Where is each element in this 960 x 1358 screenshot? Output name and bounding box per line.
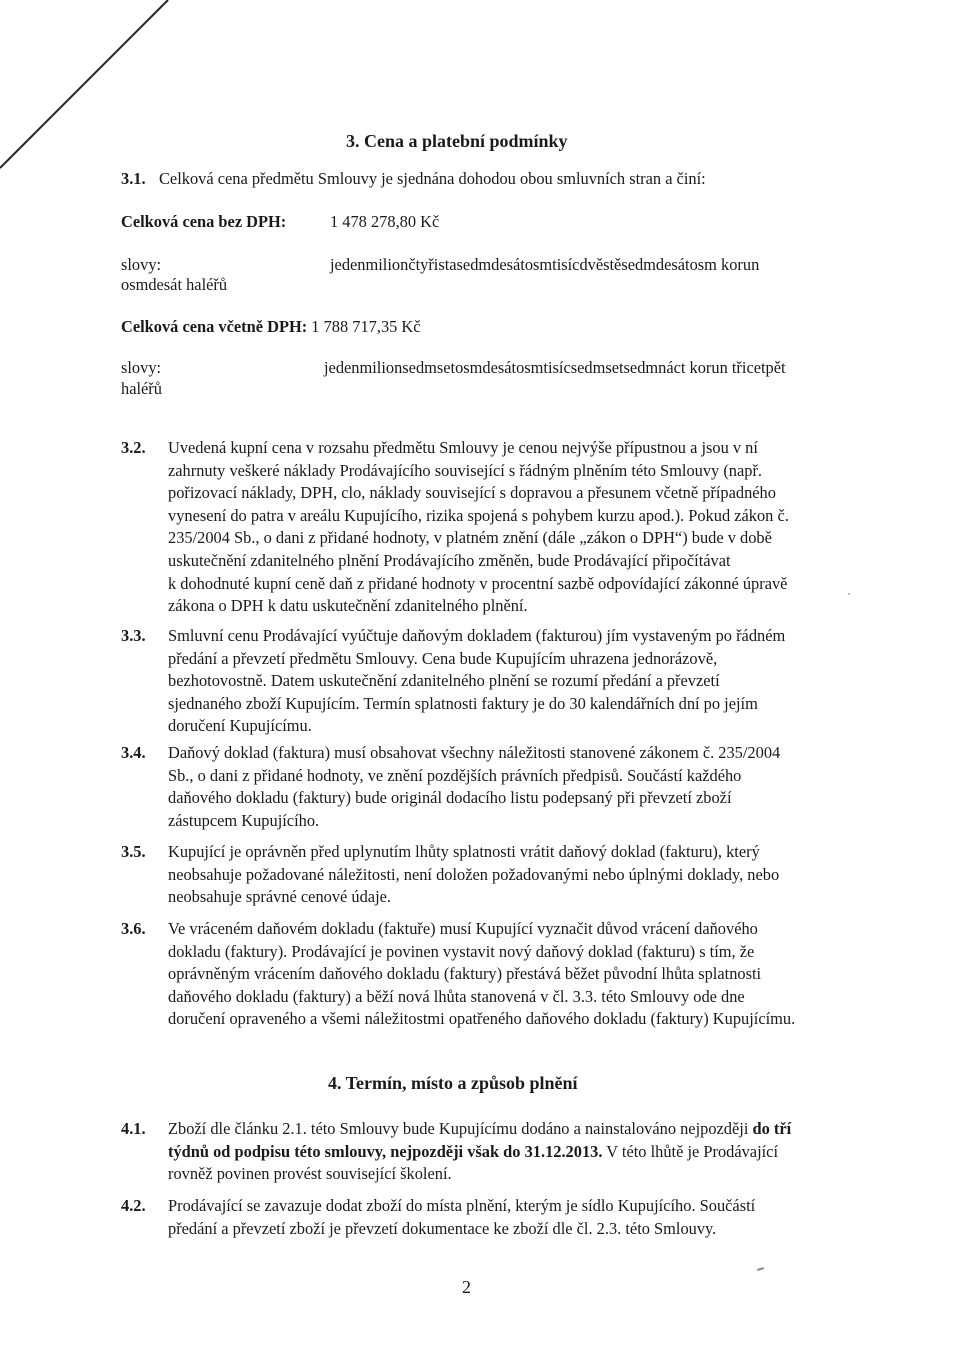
- price-incl-words-label: slovy:: [121, 358, 162, 377]
- section-heading-3: 3. Cena a platební podmínky: [346, 131, 568, 151]
- text-line: zahrnuty veškeré náklady Prodávajícího související s řádným plněním této Smlouvy (např.: [168, 460, 763, 480]
- paragraph-3-6: [121, 918, 851, 1033]
- text-line: Kupující je oprávněn před uplynutím lhůty splatnosti vrátit daňový doklad (fakturu), který: [168, 842, 760, 861]
- paragraph-number: 4.2.: [121, 1196, 146, 1215]
- text-line: [168, 1118, 858, 1141]
- paragraph-number: 3.4.: [121, 743, 146, 762]
- price-incl-words: jedenmilionsedmsetosmdesátosmtisícsedmsetsedmnáct korun třicetpět: [324, 358, 786, 377]
- paragraph-number: 3.5.: [121, 842, 146, 861]
- scan-artifact-dot: [848, 593, 850, 595]
- text-line: [168, 1141, 858, 1164]
- text-line: rovněž povinen provést související školení.: [168, 1164, 452, 1184]
- scan-corner-fold: [0, 0, 175, 175]
- paragraph-text: [168, 1118, 858, 1186]
- text-line: k dohodnuté kupní ceně daň z přidané hodnoty v procentní sazbě odpovídající zákonné úpravě: [168, 573, 788, 593]
- text-line: vynesení do patra v areálu Kupujícího, rizika spojená s pohybem kurzu apod.). Pokud zákon č.: [168, 505, 789, 525]
- text-line: sjednaného zboží Kupujícím. Termín splatnosti faktury je do 30 kalendářních dní po jejím: [168, 693, 758, 713]
- paragraph-text: [168, 625, 858, 738]
- paragraph-text: Celková cena předmětu Smlouvy je sjednána dohodou obou smluvních stran a činí:: [159, 169, 706, 188]
- text-line: 235/2004 Sb., o dani z přidané hodnoty, v platném znění (dále „zákon o DPH“) bude v době: [168, 528, 772, 548]
- price-excl-vat-value: 1 478 278,80 Kč: [330, 212, 440, 231]
- text-line: dokladu (faktury). Prodávající je povinen vystavit nový daňový doklad (fakturu) s tím, že: [168, 941, 755, 961]
- paragraph-3-1: [121, 168, 841, 192]
- text-line: oprávněným vrácením daňového dokladu (faktury) přestává běžet původní lhůta splatnosti: [168, 964, 762, 984]
- price-excl-words: jedenmiliončtyřistasedmdesátosmtisícdvěstěsedmdesátosm korun: [330, 255, 760, 274]
- text-line: Uvedená kupní cena v rozsahu předmětu Smlouvy je cenou nejvýše přípustnou a jsou v ní: [168, 438, 758, 457]
- text-line: Ve vráceném daňovém dokladu (faktuře) musí Kupující vyznačit důvod vrácení daňového: [168, 919, 758, 938]
- paragraph-3-4: [121, 742, 851, 834]
- deadline-emphasis: do tří: [752, 1119, 792, 1138]
- price-excl-words-continued: osmdesát haléřů: [121, 275, 228, 294]
- paragraph-text: [168, 841, 858, 909]
- paragraph-number: 3.2.: [121, 438, 146, 457]
- paragraph-number: 4.1.: [121, 1119, 146, 1138]
- paragraph-text: [168, 437, 858, 618]
- text-line: Daňový doklad (faktura) musí obsahovat všechny náležitosti stanovené zákonem č. 235/2004: [168, 743, 781, 762]
- price-incl-vat-label: Celková cena včetně DPH:: [121, 317, 308, 336]
- text-line: daňového dokladu (faktury) a běží nová lhůta stanovená v čl. 3.3. této Smlouvy ode dne: [168, 986, 745, 1006]
- paragraph-4-1: [121, 1118, 851, 1188]
- paragraph-text: [168, 918, 868, 1031]
- price-incl-vat-value: 1 788 717,35 Kč: [311, 317, 421, 336]
- text-span: Zboží dle článku 2.1. této Smlouvy bude Kupujícímu dodáno a nainstalováno nejpozději: [168, 1119, 753, 1138]
- text-line: předání a převzetí zboží je převzetí dokumentace ke zboží dle čl. 2.3. této Smlouvy.: [168, 1218, 717, 1238]
- text-line: neobsahuje správné cenové údaje.: [168, 887, 392, 907]
- text-line: Prodávající se zavazuje dodat zboží do místa plnění, kterým je sídlo Kupujícího. Součástí: [168, 1196, 756, 1215]
- section-heading-4: 4. Termín, místo a způsob plnění: [328, 1073, 578, 1093]
- paragraph-number: 3.6.: [121, 919, 146, 938]
- paragraph-text: [168, 742, 858, 832]
- paragraph-3-5: [121, 841, 851, 911]
- text-line: Sb., o dani z přidané hodnoty, ve znění pozdějších právních předpisů. Součástí každého: [168, 765, 742, 785]
- text-line: daňového dokladu (faktury) bude originál dodacího listu podepsaný při převzetí zboží: [168, 788, 732, 808]
- paragraph-number: 3.1.: [121, 169, 146, 188]
- paragraph-3-2: [121, 437, 851, 621]
- price-incl-words-continued: haléřů: [121, 379, 162, 398]
- text-line: doručení Kupujícímu.: [168, 716, 312, 736]
- price-incl-vat-row: [121, 316, 421, 339]
- text-line: zástupcem Kupujícího.: [168, 810, 320, 830]
- text-line: uskutečnění zdanitelného plnění Prodávajícího změněn, bude Prodávající připočítávat: [168, 550, 731, 570]
- price-excl-words-label: slovy:: [121, 255, 162, 274]
- text-span: V této lhůtě je Prodávající: [602, 1141, 779, 1161]
- paragraph-text: [168, 1195, 858, 1240]
- paragraph-4-2: [121, 1195, 851, 1243]
- scan-artifact-mark: [757, 1267, 764, 1271]
- text-line: zákona o DPH k datu uskutečnění zdanitelného plnění.: [168, 596, 528, 616]
- deadline-emphasis: týdnů od podpisu této smlouvy, nejpozději však do 31.12.2013.: [168, 1141, 603, 1161]
- text-line: doručení opraveného a všemi náležitostmi opatřeného daňového dokladu (faktury) Kupujícímu.: [168, 1009, 796, 1029]
- text-line: bezhotovostně. Datem uskutečnění zdanitelného plnění se rozumí předání a převzetí: [168, 671, 720, 691]
- text-line: neobsahuje požadované náležitosti, není doložen požadovanými nebo úplnými doklady, nebo: [168, 864, 780, 884]
- text-line: předání a převzetí předmětu Smlouvy. Cena bude Kupujícím uhrazena jednorázově,: [168, 648, 718, 668]
- price-excl-vat-label: Celková cena bez DPH:: [121, 212, 287, 231]
- page-number: 2: [462, 1277, 471, 1297]
- text-line: Smluvní cenu Prodávající vyúčtuje daňovým dokladem (fakturou) jím vystaveným po řádném: [168, 626, 786, 645]
- text-line: pořizovací náklady, DPH, clo, náklady související s dopravou a přesunem včetně případného: [168, 483, 776, 503]
- paragraph-3-3: [121, 625, 851, 740]
- paragraph-number: 3.3.: [121, 626, 146, 645]
